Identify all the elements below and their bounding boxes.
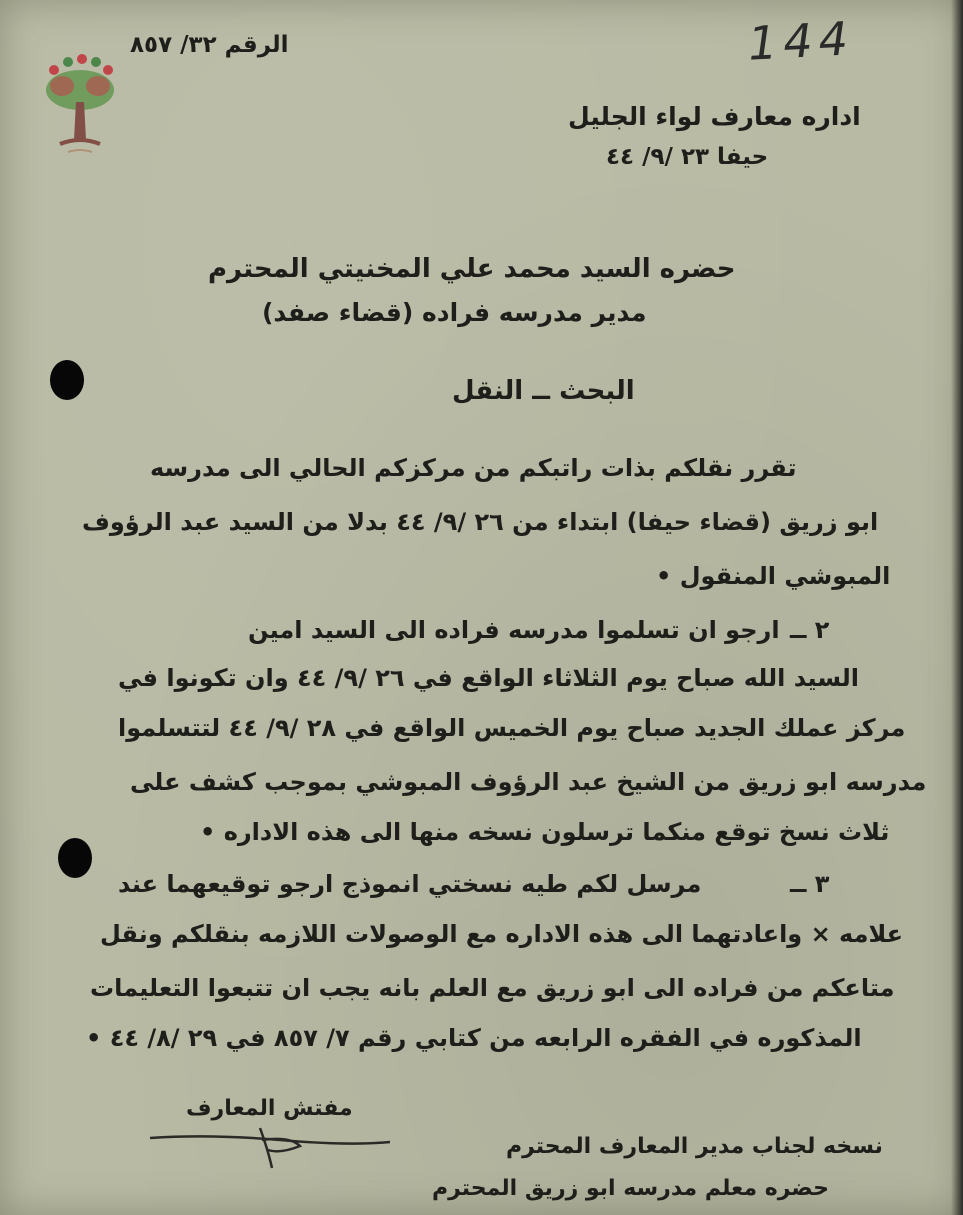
- signatory-title: مفتش المعارف: [186, 1096, 353, 1121]
- punch-hole: [58, 838, 92, 878]
- archive-number: 144: [746, 11, 856, 71]
- copy-to-line-1: نسخه لجناب مدير المعارف المحترم: [506, 1134, 883, 1159]
- archive-logo-tree-icon: [40, 52, 120, 162]
- copy-to-line-2: حضره معلم مدرسه ابو زريق المحترم: [432, 1176, 829, 1201]
- paragraph-1-line-1: تقرر نقلكم بذات راتبكم من مركزكم الحالي الى مدرسه: [150, 454, 797, 482]
- paragraph-3-line-3: متاعكم من فراده الى ابو زريق مع العلم بانه يجب ان تتبعوا التعليمات: [90, 974, 895, 1002]
- paragraph-2-line-5: ثلاث نسخ توقع منكما ترسلون نسخه منها الى هذه الاداره •: [200, 818, 890, 846]
- reference-number: الرقم ٣٢/ ٨٥٧: [130, 32, 289, 58]
- paragraph-3-line-2: علامه × واعادتهما الى هذه الاداره مع الوصولات اللازمه بنقلكم ونقل: [100, 920, 904, 948]
- paragraph-1-line-2: ابو زريق (قضاء حيفا) ابتداء من ٢٦ /٩/ ٤٤ بدلا من السيد عبد الرؤوف: [82, 508, 879, 536]
- paragraph-2-number: ٢ ــ: [790, 616, 830, 644]
- subject: البحث ــ النقل: [452, 376, 635, 406]
- paragraph-2-line-4: مدرسه ابو زريق من الشيخ عبد الرؤوف المبوشي بموجب كشف على: [130, 768, 927, 796]
- page-edge-shadow: [951, 0, 963, 1215]
- paragraph-2-line-1: ارجو ان تسلموا مدرسه فراده الى السيد امين: [248, 616, 780, 644]
- paragraph-3-line-1: مرسل لكم طيه نسختي انموذج ارجو توقيعهما عند: [118, 870, 702, 898]
- office-name: اداره معارف لواء الجليل: [568, 102, 861, 131]
- paragraph-1-line-3: المبوشي المنقول •: [656, 562, 891, 590]
- punch-hole: [50, 360, 84, 400]
- paragraph-2-line-2: السيد الله صباح يوم الثلاثاء الواقع في ٢٦ /٩/ ٤٤ وان تكونوا في: [118, 664, 860, 692]
- handwritten-signature: [150, 1110, 390, 1180]
- addressee-line-1: حضره السيد محمد علي المخنيتي المحترم: [208, 254, 736, 284]
- addressee-line-2: مدير مدرسه فراده (قضاء صفد): [262, 298, 647, 327]
- place-date: حيفا ٢٣ /٩/ ٤٤: [606, 144, 769, 170]
- paragraph-2-line-3: مركز عملك الجديد صباح يوم الخميس الواقع في ٢٨ /٩/ ٤٤ لتتسلموا: [118, 714, 906, 742]
- paragraph-3-number: ٣ ــ: [790, 870, 830, 898]
- paragraph-3-line-4: المذكوره في الفقره الرابعه من كتابي رقم ٧/ ٨٥٧ في ٢٩ /٨/ ٤٤ •: [86, 1024, 862, 1052]
